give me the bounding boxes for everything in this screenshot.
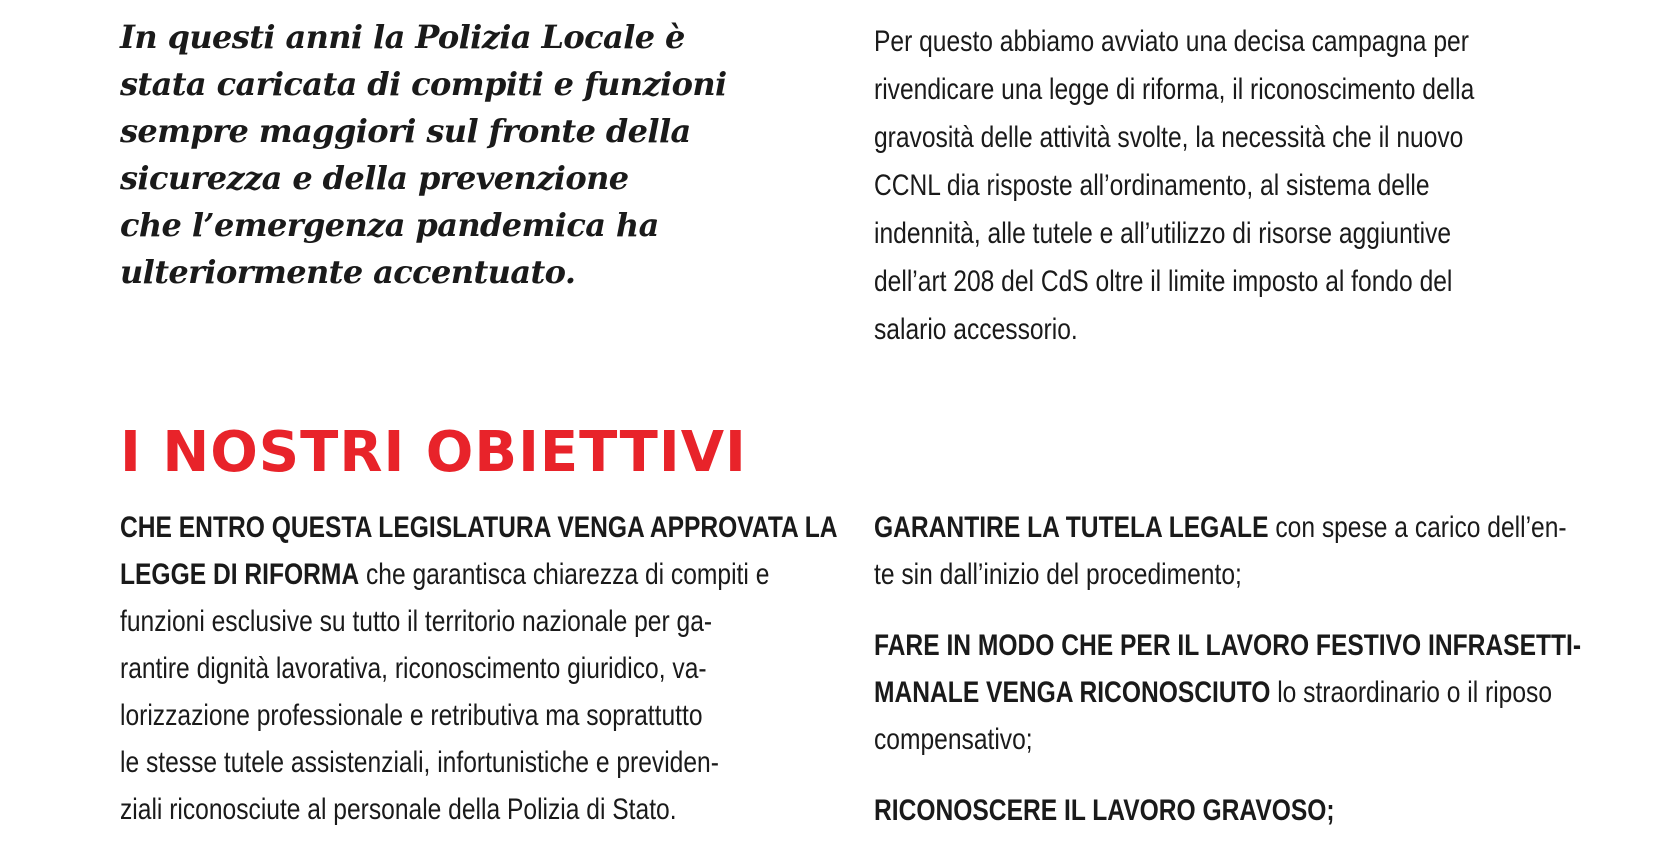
objective-text: con spese a carico dell’en- (1268, 511, 1567, 544)
objective-emphasis: LEGGE DI RIFORMA (120, 558, 360, 591)
objective-emphasis: MANALE VENGA RICONOSCIUTO (874, 676, 1271, 709)
campaign-line: salario accessorio. (874, 313, 1078, 346)
objective-line: RICONOSCERE IL LAVORO GRAVOSO; (874, 794, 1335, 827)
objective-line (874, 669, 1553, 716)
campaign-line: rivendicare una legge di riforma, il riconoscimento della (874, 73, 1475, 106)
campaign-line: indennità, alle tutele e all’utilizzo di risorse aggiuntive (874, 217, 1452, 250)
campaign-paragraph (874, 18, 1574, 354)
intro-line: In questi anni la Polizia Locale è (120, 18, 685, 56)
objective-line: ziali riconosciute al personale della Polizia di Stato. (120, 793, 677, 826)
objective-line (874, 504, 1567, 551)
objective-line (120, 551, 770, 598)
objective-line: rantire dignità lavorativa, riconoscimento giuridico, va- (120, 652, 707, 685)
objective-line: le stesse tutele assistenziali, infortunistiche e previden- (120, 746, 719, 779)
objective-reform (120, 504, 838, 833)
objective-line: te sin dall’inizio del procedimento; (874, 558, 1242, 591)
objective-line: FARE IN MODO CHE PER IL LAVORO FESTIVO INFRASETTI- (874, 629, 1582, 662)
campaign-line: gravosità delle attività svolte, la necessità che il nuovo (874, 121, 1464, 154)
intro-line: sempre maggiori sul fronte della (120, 112, 691, 150)
intro-line: che l’emergenza pandemica ha (120, 206, 659, 244)
objective-emphasis: GARANTIRE LA TUTELA LEGALE (874, 511, 1269, 544)
objective-line: funzioni esclusive su tutto il territorio nazionale per ga- (120, 605, 713, 638)
objective-line: CHE ENTRO QUESTA LEGISLATURA VENGA APPROVATA LA (120, 511, 838, 544)
objectives-right-column (874, 504, 1582, 858)
objective-line: lorizzazione professionale e retributiva ma soprattutto (120, 699, 703, 732)
objective-holiday-work (874, 622, 1582, 763)
intro-line: sicurezza e della prevenzione (120, 159, 629, 197)
intro-line: stata caricata di compiti e funzioni (120, 65, 727, 103)
intro-quote (120, 14, 780, 296)
campaign-line: dell’art 208 del CdS oltre il limite imposto al fondo del (874, 265, 1453, 298)
section-heading: I NOSTRI OBIETTIVI (120, 420, 747, 485)
objective-text: lo straordinario o il riposo (1270, 676, 1553, 709)
objective-legal-protection (874, 504, 1567, 598)
objective-line: compensativo; (874, 723, 1033, 756)
campaign-line: CCNL dia risposte all’ordinamento, al sistema delle (874, 169, 1430, 202)
objective-heavy-work (874, 787, 1554, 834)
intro-line: ulteriormente accentuato. (120, 253, 576, 291)
objective-text: che garantisca chiarezza di compiti e (359, 558, 770, 591)
campaign-line: Per questo abbiamo avviato una decisa campagna per (874, 25, 1469, 58)
